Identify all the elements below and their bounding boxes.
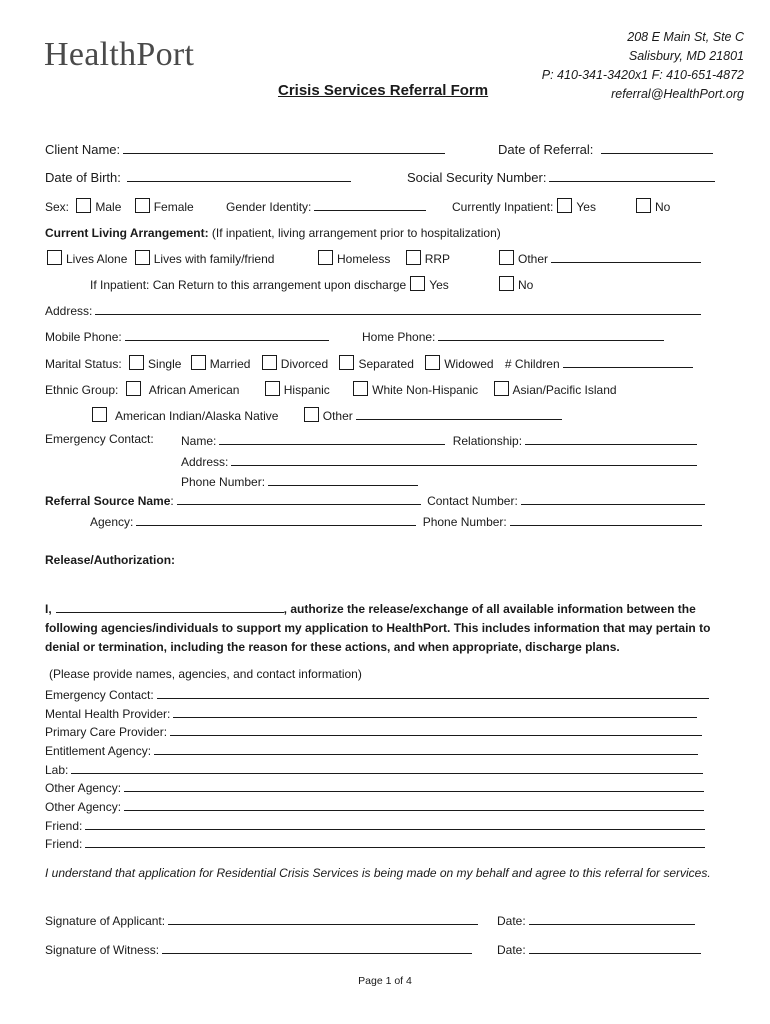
contact-number-input[interactable] bbox=[521, 492, 705, 505]
release-name-input[interactable] bbox=[56, 600, 284, 613]
asian-checkbox[interactable] bbox=[494, 381, 509, 396]
phone-fax-line: P: 410-341-3420x1 F: 410-651-4872 bbox=[541, 68, 744, 82]
gender-identity-input[interactable] bbox=[314, 198, 426, 211]
ethnic-other-label: Other bbox=[322, 409, 353, 423]
hispanic-label: Hispanic bbox=[283, 383, 330, 397]
ec-name-row bbox=[181, 432, 697, 448]
mobile-phone-row bbox=[45, 328, 329, 344]
ec-phone-label: Phone Number: bbox=[181, 475, 266, 489]
witness-signature-input[interactable] bbox=[162, 941, 472, 954]
ec-relationship-input[interactable] bbox=[525, 432, 697, 445]
ethnic-group-row-2 bbox=[88, 407, 562, 423]
female-checkbox[interactable] bbox=[135, 198, 150, 213]
living-arrangement-heading bbox=[45, 226, 501, 240]
client-name-label: Client Name: bbox=[45, 142, 121, 157]
release-line-entitlement bbox=[45, 742, 698, 758]
release-line-label: Other Agency: bbox=[45, 781, 122, 795]
homeless-checkbox[interactable] bbox=[318, 250, 333, 265]
hispanic-checkbox[interactable] bbox=[265, 381, 280, 396]
children-input[interactable] bbox=[563, 355, 693, 368]
children-label: # Children bbox=[504, 357, 560, 371]
release-line-primary-care bbox=[45, 723, 702, 739]
emergency-contact-label: Emergency Contact: bbox=[45, 432, 154, 446]
release-line-input[interactable] bbox=[71, 761, 703, 774]
living-other-input[interactable] bbox=[551, 250, 701, 263]
release-line-input[interactable] bbox=[157, 686, 709, 699]
ec-relationship-label: Relationship: bbox=[452, 434, 523, 448]
agency-phone-input[interactable] bbox=[510, 513, 702, 526]
white-checkbox[interactable] bbox=[353, 381, 368, 396]
american-indian-checkbox[interactable] bbox=[92, 407, 107, 422]
agency-phone-label: Phone Number: bbox=[422, 515, 507, 529]
understand-statement: I understand that application for Residential Crisis Services is being made on my behalf and agree to this referral for services. bbox=[45, 866, 711, 880]
date-of-referral-label: Date of Referral: bbox=[498, 142, 594, 157]
dob-label: Date of Birth: bbox=[45, 170, 121, 185]
living-arrangement-note: (If inpatient, living arrangement prior to hospitalization) bbox=[211, 226, 501, 240]
agency-row bbox=[90, 513, 702, 529]
healthport-logo: HealthPort bbox=[44, 36, 195, 73]
address-line-1: 208 E Main St, Ste C bbox=[627, 30, 744, 44]
release-line-input[interactable] bbox=[173, 705, 697, 718]
release-line-friend-2 bbox=[45, 835, 705, 851]
agency-input[interactable] bbox=[136, 513, 416, 526]
ssn-row bbox=[407, 169, 715, 185]
american-indian-label: American Indian/Alaska Native bbox=[115, 409, 279, 423]
release-line-input[interactable] bbox=[85, 817, 705, 830]
release-line-input[interactable] bbox=[154, 742, 698, 755]
ec-address-row bbox=[181, 453, 697, 469]
ec-address-label: Address: bbox=[181, 455, 229, 469]
lives-alone-checkbox[interactable] bbox=[47, 250, 62, 265]
release-line-label: Friend: bbox=[45, 837, 83, 851]
return-yes-checkbox[interactable] bbox=[410, 276, 425, 291]
witness-signature-label: Signature of Witness: bbox=[45, 943, 160, 957]
white-label: White Non-Hispanic bbox=[372, 383, 479, 397]
african-american-label: African American bbox=[148, 383, 240, 397]
male-label: Male bbox=[95, 200, 122, 214]
ssn-input[interactable] bbox=[549, 169, 715, 182]
sex-label: Sex: bbox=[45, 200, 70, 214]
living-other-label: Other bbox=[518, 252, 549, 266]
ec-address-input[interactable] bbox=[231, 453, 697, 466]
divorced-checkbox[interactable] bbox=[262, 355, 277, 370]
applicant-date-row bbox=[497, 912, 695, 928]
referral-source-label: Referral Source Name bbox=[45, 494, 171, 508]
address-label: Address: bbox=[45, 304, 93, 318]
date-of-referral-input[interactable] bbox=[601, 141, 713, 154]
return-no-row bbox=[495, 276, 533, 292]
ec-name-input[interactable] bbox=[219, 432, 445, 445]
divorced-label: Divorced bbox=[280, 357, 329, 371]
release-line-label: Primary Care Provider: bbox=[45, 725, 168, 739]
witness-date-label: Date: bbox=[497, 943, 526, 957]
marital-status-label: Marital Status: bbox=[45, 357, 122, 371]
release-line-other-agency-2 bbox=[45, 798, 704, 814]
return-no-label: No bbox=[518, 278, 534, 292]
release-line-emergency bbox=[45, 686, 709, 702]
address-input[interactable] bbox=[95, 302, 701, 315]
agency-label: Agency: bbox=[90, 515, 134, 529]
ec-phone-row bbox=[181, 473, 418, 489]
home-phone-label: Home Phone: bbox=[362, 330, 436, 344]
homeless-option bbox=[314, 250, 450, 266]
return-question-label: If Inpatient: Can Return to this arrangement upon discharge bbox=[90, 278, 407, 292]
dob-input[interactable] bbox=[127, 169, 351, 182]
applicant-date-input[interactable] bbox=[529, 912, 695, 925]
asian-label: Asian/Pacific Island bbox=[512, 383, 617, 397]
home-phone-input[interactable] bbox=[438, 328, 664, 341]
release-line-label: Mental Health Provider: bbox=[45, 707, 171, 721]
inpatient-yes-checkbox[interactable] bbox=[557, 198, 572, 213]
client-name-row bbox=[45, 141, 445, 157]
referral-source-row: Referral Source Name: Contact Number: bbox=[45, 492, 705, 508]
release-line-friend-1 bbox=[45, 817, 705, 833]
ethnic-other-input[interactable] bbox=[356, 407, 562, 420]
ec-name-label: Name: bbox=[181, 434, 217, 448]
ethnic-other-checkbox[interactable] bbox=[304, 407, 319, 422]
living-other-option bbox=[495, 250, 701, 266]
inpatient-row bbox=[452, 198, 596, 214]
return-no-checkbox[interactable] bbox=[499, 276, 514, 291]
release-line-input[interactable] bbox=[170, 723, 702, 736]
release-line-label: Other Agency: bbox=[45, 800, 122, 814]
release-paragraph bbox=[45, 600, 735, 657]
release-line-label: Lab: bbox=[45, 763, 69, 777]
separated-checkbox[interactable] bbox=[339, 355, 354, 370]
lives-family-label: Lives with family/friend bbox=[153, 252, 275, 266]
home-phone-row bbox=[362, 328, 664, 344]
witness-date-input[interactable] bbox=[529, 941, 701, 954]
release-line-label: Friend: bbox=[45, 819, 83, 833]
release-heading: Release/Authorization: bbox=[45, 553, 176, 567]
ssn-label: Social Security Number: bbox=[407, 170, 547, 185]
client-name-input[interactable] bbox=[123, 141, 445, 154]
release-line-label: Emergency Contact: bbox=[45, 688, 154, 702]
male-checkbox[interactable] bbox=[76, 198, 91, 213]
release-line-input[interactable] bbox=[124, 798, 704, 811]
inpatient-no-checkbox[interactable] bbox=[636, 198, 651, 213]
inpatient-yes-label: Yes bbox=[576, 200, 596, 214]
return-yes-label: Yes bbox=[429, 278, 449, 292]
release-line-other-agency-1 bbox=[45, 779, 704, 795]
release-text: , authorize the release/exchange of all available information between the following agencies/individuals to support my application to HealthPort. This includes information that may pertain to denial or termination, including the reason for these actions, and when appropriate, discharge plans. bbox=[45, 602, 711, 654]
rrp-checkbox[interactable] bbox=[406, 250, 421, 265]
release-line-input[interactable] bbox=[124, 779, 704, 792]
release-line-lab bbox=[45, 761, 703, 777]
gender-identity-label: Gender Identity: bbox=[226, 200, 312, 214]
applicant-signature-label: Signature of Applicant: bbox=[45, 914, 166, 928]
email-line: referral@HealthPort.org bbox=[611, 87, 744, 101]
living-alone-option bbox=[43, 250, 274, 266]
living-arrangement-label: Current Living Arrangement: bbox=[45, 226, 209, 240]
married-checkbox[interactable] bbox=[191, 355, 206, 370]
release-i: I, bbox=[45, 602, 52, 616]
ethnic-group-label: Ethnic Group: bbox=[45, 383, 119, 397]
applicant-date-label: Date: bbox=[497, 914, 526, 928]
female-label: Female bbox=[153, 200, 194, 214]
applicant-signature-input[interactable] bbox=[168, 912, 478, 925]
date-of-referral-row bbox=[498, 141, 713, 157]
living-other-checkbox[interactable] bbox=[499, 250, 514, 265]
currently-inpatient-label: Currently Inpatient: bbox=[452, 200, 554, 214]
release-line-input[interactable] bbox=[85, 835, 705, 848]
ethnic-group-row bbox=[45, 381, 617, 397]
gender-identity-row bbox=[226, 198, 426, 214]
married-label: Married bbox=[209, 357, 251, 371]
address-line-2: Salisbury, MD 21801 bbox=[628, 49, 744, 63]
release-instruction: (Please provide names, agencies, and contact information) bbox=[49, 667, 362, 681]
rrp-label: RRP bbox=[424, 252, 451, 266]
widowed-label: Widowed bbox=[444, 357, 494, 371]
african-american-checkbox[interactable] bbox=[126, 381, 141, 396]
page-number: Page 1 of 4 bbox=[358, 975, 412, 987]
separated-label: Separated bbox=[358, 357, 414, 371]
sex-row bbox=[45, 198, 194, 214]
mobile-phone-input[interactable] bbox=[125, 328, 329, 341]
witness-signature-row bbox=[45, 941, 472, 957]
release-line-label: Entitlement Agency: bbox=[45, 744, 152, 758]
lives-family-checkbox[interactable] bbox=[135, 250, 150, 265]
single-checkbox[interactable] bbox=[129, 355, 144, 370]
witness-date-row bbox=[497, 941, 701, 957]
return-question-row bbox=[90, 276, 449, 292]
applicant-signature-row bbox=[45, 912, 478, 928]
inpatient-no-row bbox=[632, 198, 670, 214]
widowed-checkbox[interactable] bbox=[425, 355, 440, 370]
mobile-phone-label: Mobile Phone: bbox=[45, 330, 122, 344]
marital-status-row bbox=[45, 355, 693, 371]
homeless-label: Homeless bbox=[337, 252, 391, 266]
referral-source-input[interactable] bbox=[177, 492, 421, 505]
contact-number-label: Contact Number: bbox=[427, 494, 518, 508]
ec-phone-input[interactable] bbox=[268, 473, 418, 486]
release-line-mental-health bbox=[45, 705, 697, 721]
form-title: Crisis Services Referral Form bbox=[278, 82, 489, 99]
inpatient-no-label: No bbox=[655, 200, 671, 214]
lives-alone-label: Lives Alone bbox=[66, 252, 128, 266]
dob-row bbox=[45, 169, 351, 185]
single-label: Single bbox=[148, 357, 182, 371]
address-row bbox=[45, 302, 701, 318]
